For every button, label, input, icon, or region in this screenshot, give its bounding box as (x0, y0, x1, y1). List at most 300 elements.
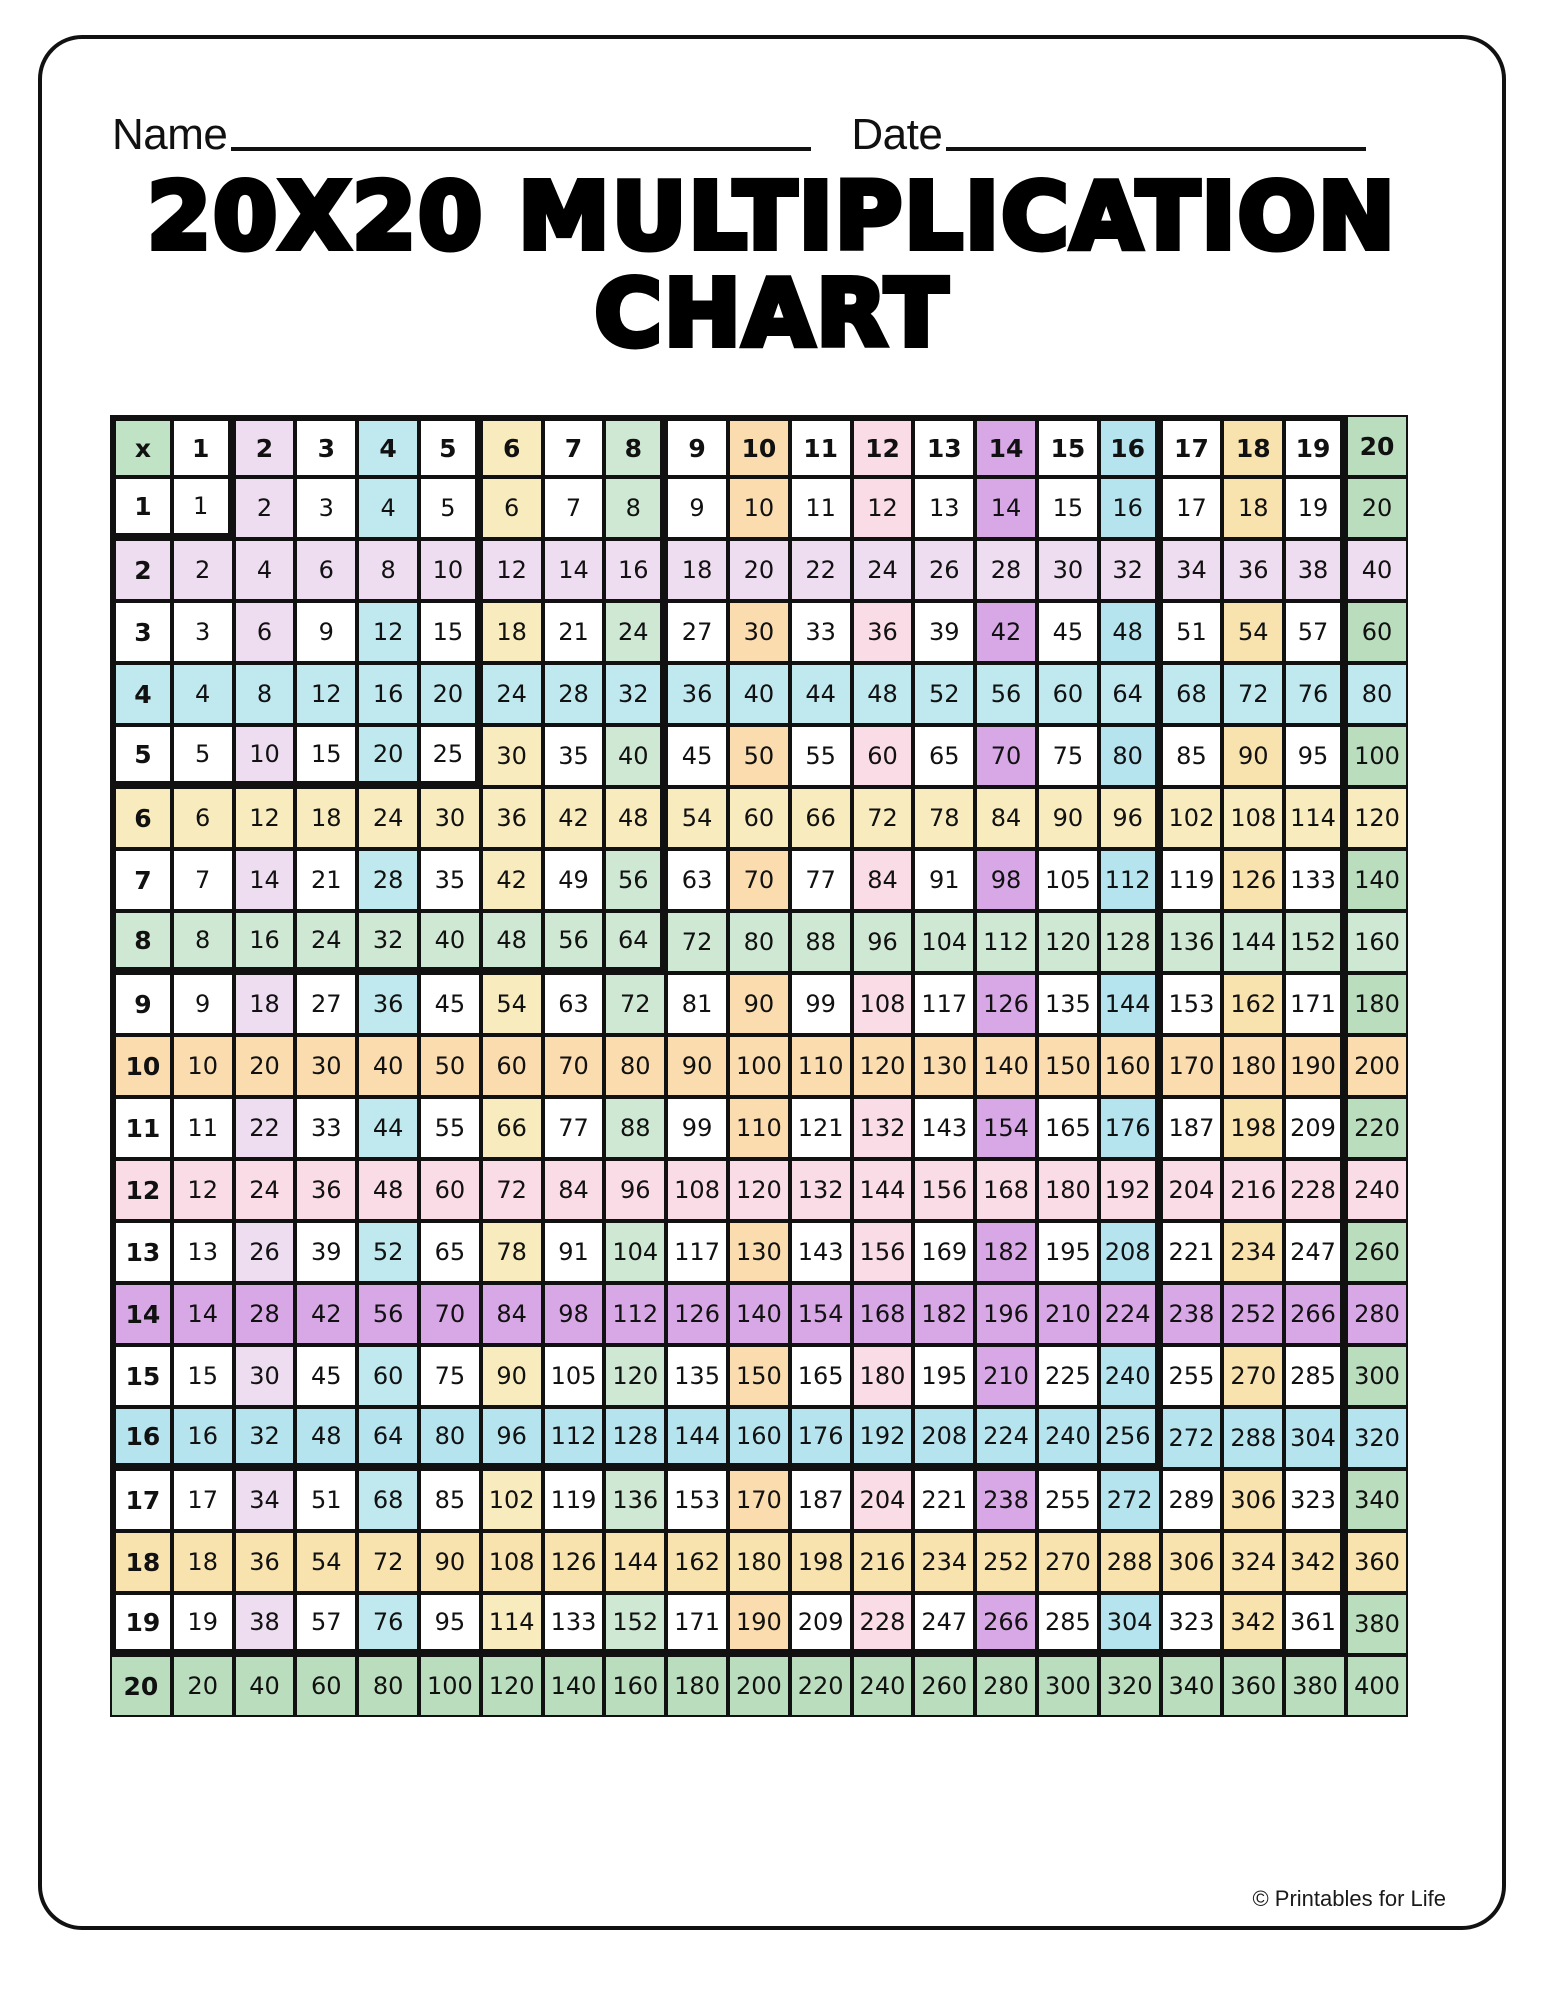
cell-1x11: 11 (790, 477, 852, 539)
cell-8x18: 144 (1222, 911, 1284, 973)
cell-6x15: 90 (1037, 787, 1099, 849)
cell-12x20: 240 (1346, 1159, 1408, 1221)
cell-5x20: 100 (1346, 725, 1408, 787)
cell-16x6: 96 (481, 1407, 543, 1469)
cell-8x3: 24 (295, 911, 357, 973)
row-header-20: 20 (110, 1655, 172, 1717)
cell-9x7: 63 (543, 973, 605, 1035)
cell-3x7: 21 (543, 601, 605, 663)
title-line-2: CHART (594, 259, 950, 367)
cell-20x16: 320 (1099, 1655, 1161, 1717)
cell-2x19: 38 (1284, 539, 1346, 601)
cell-9x13: 117 (913, 973, 975, 1035)
cell-13x9: 117 (666, 1221, 728, 1283)
cell-11x11: 121 (790, 1097, 852, 1159)
cell-13x13: 169 (913, 1221, 975, 1283)
cell-8x8: 64 (604, 911, 666, 973)
cell-14x17: 238 (1161, 1283, 1223, 1345)
cell-1x17: 17 (1161, 477, 1223, 539)
cell-16x15: 240 (1037, 1407, 1099, 1469)
cell-11x18: 198 (1222, 1097, 1284, 1159)
cell-3x9: 27 (666, 601, 728, 663)
cell-15x8: 120 (604, 1345, 666, 1407)
date-label: Date (851, 110, 943, 159)
cell-11x16: 176 (1099, 1097, 1161, 1159)
cell-10x3: 30 (295, 1035, 357, 1097)
cell-18x7: 126 (543, 1531, 605, 1593)
cell-17x4: 68 (357, 1469, 419, 1531)
cell-11x6: 66 (481, 1097, 543, 1159)
table-row (110, 1655, 1408, 1717)
cell-16x5: 80 (419, 1407, 481, 1469)
cell-17x19: 323 (1284, 1469, 1346, 1531)
cell-9x17: 153 (1161, 973, 1223, 1035)
cell-8x14: 112 (975, 911, 1037, 973)
cell-1x18: 18 (1222, 477, 1284, 539)
cell-5x15: 75 (1037, 725, 1099, 787)
cell-12x14: 168 (975, 1159, 1037, 1221)
cell-11x5: 55 (419, 1097, 481, 1159)
column-header-9: 9 (666, 415, 728, 477)
row-header-18: 18 (110, 1531, 172, 1593)
cell-7x15: 105 (1037, 849, 1099, 911)
cell-11x7: 77 (543, 1097, 605, 1159)
cell-20x9: 180 (666, 1655, 728, 1717)
cell-15x2: 30 (234, 1345, 296, 1407)
cell-16x7: 112 (543, 1407, 605, 1469)
cell-17x3: 51 (295, 1469, 357, 1531)
cell-17x2: 34 (234, 1469, 296, 1531)
cell-20x5: 100 (419, 1655, 481, 1717)
column-header-5: 5 (419, 415, 481, 477)
cell-10x14: 140 (975, 1035, 1037, 1097)
cell-10x7: 70 (543, 1035, 605, 1097)
cell-3x17: 51 (1161, 601, 1223, 663)
cell-19x20: 380 (1346, 1593, 1408, 1655)
cell-12x8: 96 (604, 1159, 666, 1221)
cell-3x16: 48 (1099, 601, 1161, 663)
cell-19x5: 95 (419, 1593, 481, 1655)
table-row (110, 973, 1408, 1035)
cell-6x17: 102 (1161, 787, 1223, 849)
cell-14x15: 210 (1037, 1283, 1099, 1345)
cell-14x6: 84 (481, 1283, 543, 1345)
cell-1x7: 7 (543, 477, 605, 539)
table-row (110, 787, 1408, 849)
cell-16x4: 64 (357, 1407, 419, 1469)
cell-18x19: 342 (1284, 1531, 1346, 1593)
cell-2x20: 40 (1346, 539, 1408, 601)
cell-17x9: 153 (666, 1469, 728, 1531)
table-row (110, 1097, 1408, 1159)
cell-3x5: 15 (419, 601, 481, 663)
cell-17x6: 102 (481, 1469, 543, 1531)
column-header-19: 19 (1284, 415, 1346, 477)
cell-9x11: 99 (790, 973, 852, 1035)
cell-6x14: 84 (975, 787, 1037, 849)
row-header-10: 10 (110, 1035, 172, 1097)
multiplication-table-wrap (110, 415, 1408, 1717)
cell-10x5: 50 (419, 1035, 481, 1097)
row-header-11: 11 (110, 1097, 172, 1159)
cell-13x20: 260 (1346, 1221, 1408, 1283)
cell-8x16: 128 (1099, 911, 1161, 973)
cell-12x1: 12 (172, 1159, 234, 1221)
cell-11x8: 88 (604, 1097, 666, 1159)
cell-16x17: 272 (1161, 1407, 1223, 1469)
cell-13x3: 39 (295, 1221, 357, 1283)
table-row (110, 663, 1408, 725)
cell-2x13: 26 (913, 539, 975, 601)
cell-8x4: 32 (357, 911, 419, 973)
cell-8x15: 120 (1037, 911, 1099, 973)
name-input-line[interactable] (231, 147, 811, 151)
cell-12x17: 204 (1161, 1159, 1223, 1221)
cell-19x11: 209 (790, 1593, 852, 1655)
cell-12x9: 108 (666, 1159, 728, 1221)
cell-1x4: 4 (357, 477, 419, 539)
cell-8x12: 96 (852, 911, 914, 973)
cell-15x1: 15 (172, 1345, 234, 1407)
cell-4x19: 76 (1284, 663, 1346, 725)
cell-10x20: 200 (1346, 1035, 1408, 1097)
cell-9x9: 81 (666, 973, 728, 1035)
column-header-10: 10 (728, 415, 790, 477)
cell-2x10: 20 (728, 539, 790, 601)
cell-8x13: 104 (913, 911, 975, 973)
cell-19x10: 190 (728, 1593, 790, 1655)
cell-13x5: 65 (419, 1221, 481, 1283)
cell-5x7: 35 (543, 725, 605, 787)
column-header-8: 8 (604, 415, 666, 477)
column-header-16: 16 (1099, 415, 1161, 477)
cell-20x17: 340 (1161, 1655, 1223, 1717)
cell-16x12: 192 (852, 1407, 914, 1469)
cell-3x8: 24 (604, 601, 666, 663)
column-header-14: 14 (975, 415, 1037, 477)
cell-13x10: 130 (728, 1221, 790, 1283)
cell-6x6: 36 (481, 787, 543, 849)
cell-16x2: 32 (234, 1407, 296, 1469)
cell-19x15: 285 (1037, 1593, 1099, 1655)
cell-18x8: 144 (604, 1531, 666, 1593)
cell-14x8: 112 (604, 1283, 666, 1345)
cell-10x17: 170 (1161, 1035, 1223, 1097)
cell-4x7: 28 (543, 663, 605, 725)
row-header-2: 2 (110, 539, 172, 601)
cell-11x12: 132 (852, 1097, 914, 1159)
cell-3x14: 42 (975, 601, 1037, 663)
cell-12x19: 228 (1284, 1159, 1346, 1221)
cell-15x4: 60 (357, 1345, 419, 1407)
cell-5x16: 80 (1099, 725, 1161, 787)
column-header-7: 7 (543, 415, 605, 477)
date-input-line[interactable] (946, 147, 1366, 151)
cell-1x6: 6 (481, 477, 543, 539)
cell-19x9: 171 (666, 1593, 728, 1655)
cell-5x6: 30 (481, 725, 543, 787)
cell-6x8: 48 (604, 787, 666, 849)
cell-11x15: 165 (1037, 1097, 1099, 1159)
cell-19x4: 76 (357, 1593, 419, 1655)
cell-7x18: 126 (1222, 849, 1284, 911)
cell-19x1: 19 (172, 1593, 234, 1655)
cell-6x3: 18 (295, 787, 357, 849)
cell-17x1: 17 (172, 1469, 234, 1531)
cell-16x1: 16 (172, 1407, 234, 1469)
cell-8x2: 16 (234, 911, 296, 973)
cell-7x3: 21 (295, 849, 357, 911)
cell-12x4: 48 (357, 1159, 419, 1221)
cell-7x6: 42 (481, 849, 543, 911)
cell-4x16: 64 (1099, 663, 1161, 725)
cell-1x19: 19 (1284, 477, 1346, 539)
cell-18x15: 270 (1037, 1531, 1099, 1593)
cell-19x2: 38 (234, 1593, 296, 1655)
cell-15x10: 150 (728, 1345, 790, 1407)
column-header-17: 17 (1161, 415, 1223, 477)
column-header-15: 15 (1037, 415, 1099, 477)
cell-2x7: 14 (543, 539, 605, 601)
table-row (110, 911, 1408, 973)
cell-8x20: 160 (1346, 911, 1408, 973)
cell-15x18: 270 (1222, 1345, 1284, 1407)
copyright-notice: © Printables for Life (1252, 1886, 1446, 1911)
cell-8x5: 40 (419, 911, 481, 973)
table-row (110, 539, 1408, 601)
cell-10x6: 60 (481, 1035, 543, 1097)
cell-6x9: 54 (666, 787, 728, 849)
cell-13x2: 26 (234, 1221, 296, 1283)
row-header-3: 3 (110, 601, 172, 663)
cell-13x12: 156 (852, 1221, 914, 1283)
column-header-4: 4 (357, 415, 419, 477)
cell-12x10: 120 (728, 1159, 790, 1221)
cell-6x2: 12 (234, 787, 296, 849)
cell-15x7: 105 (543, 1345, 605, 1407)
cell-6x18: 108 (1222, 787, 1284, 849)
cell-17x13: 221 (913, 1469, 975, 1531)
cell-9x19: 171 (1284, 973, 1346, 1035)
cell-4x2: 8 (234, 663, 296, 725)
cell-11x13: 143 (913, 1097, 975, 1159)
cell-4x20: 80 (1346, 663, 1408, 725)
cell-14x20: 280 (1346, 1283, 1408, 1345)
cell-19x16: 304 (1099, 1593, 1161, 1655)
cell-4x11: 44 (790, 663, 852, 725)
cell-4x17: 68 (1161, 663, 1223, 725)
cell-3x10: 30 (728, 601, 790, 663)
cell-1x10: 10 (728, 477, 790, 539)
cell-19x13: 247 (913, 1593, 975, 1655)
cell-14x1: 14 (172, 1283, 234, 1345)
column-header-13: 13 (913, 415, 975, 477)
cell-9x6: 54 (481, 973, 543, 1035)
cell-7x8: 56 (604, 849, 666, 911)
cell-3x3: 9 (295, 601, 357, 663)
cell-2x4: 8 (357, 539, 419, 601)
cell-18x11: 198 (790, 1531, 852, 1593)
cell-2x5: 10 (419, 539, 481, 601)
cell-18x20: 360 (1346, 1531, 1408, 1593)
cell-6x20: 120 (1346, 787, 1408, 849)
cell-20x3: 60 (295, 1655, 357, 1717)
cell-18x18: 324 (1222, 1531, 1284, 1593)
cell-14x11: 154 (790, 1283, 852, 1345)
cell-20x8: 160 (604, 1655, 666, 1717)
cell-15x15: 225 (1037, 1345, 1099, 1407)
cell-5x12: 60 (852, 725, 914, 787)
corner-cell: x (110, 415, 172, 477)
row-header-19: 19 (110, 1593, 172, 1655)
cell-17x17: 289 (1161, 1469, 1223, 1531)
cell-9x1: 9 (172, 973, 234, 1035)
cell-20x15: 300 (1037, 1655, 1099, 1717)
row-header-4: 4 (110, 663, 172, 725)
row-header-17: 17 (110, 1469, 172, 1531)
table-row (110, 1035, 1408, 1097)
table-row (110, 1159, 1408, 1221)
cell-17x18: 306 (1222, 1469, 1284, 1531)
cell-15x9: 135 (666, 1345, 728, 1407)
cell-5x14: 70 (975, 725, 1037, 787)
cell-2x11: 22 (790, 539, 852, 601)
cell-11x9: 99 (666, 1097, 728, 1159)
cell-10x16: 160 (1099, 1035, 1161, 1097)
cell-14x16: 224 (1099, 1283, 1161, 1345)
cell-18x16: 288 (1099, 1531, 1161, 1593)
row-header-15: 15 (110, 1345, 172, 1407)
cell-8x1: 8 (172, 911, 234, 973)
cell-20x6: 120 (481, 1655, 543, 1717)
column-header-18: 18 (1222, 415, 1284, 477)
cell-14x3: 42 (295, 1283, 357, 1345)
cell-2x6: 12 (481, 539, 543, 601)
cell-19x3: 57 (295, 1593, 357, 1655)
cell-7x10: 70 (728, 849, 790, 911)
cell-8x10: 80 (728, 911, 790, 973)
cell-14x5: 70 (419, 1283, 481, 1345)
cell-9x20: 180 (1346, 973, 1408, 1035)
cell-6x1: 6 (172, 787, 234, 849)
cell-6x19: 114 (1284, 787, 1346, 849)
cell-18x10: 180 (728, 1531, 790, 1593)
cell-1x5: 5 (419, 477, 481, 539)
cell-1x8: 8 (604, 477, 666, 539)
cell-7x4: 28 (357, 849, 419, 911)
cell-3x2: 6 (234, 601, 296, 663)
cell-4x12: 48 (852, 663, 914, 725)
cell-6x13: 78 (913, 787, 975, 849)
cell-5x4: 20 (357, 725, 419, 787)
cell-5x19: 95 (1284, 725, 1346, 787)
cell-3x15: 45 (1037, 601, 1099, 663)
cell-9x16: 144 (1099, 973, 1161, 1035)
cell-1x9: 9 (666, 477, 728, 539)
cell-3x11: 33 (790, 601, 852, 663)
cell-13x7: 91 (543, 1221, 605, 1283)
cell-3x20: 60 (1346, 601, 1408, 663)
cell-11x17: 187 (1161, 1097, 1223, 1159)
cell-16x3: 48 (295, 1407, 357, 1469)
table-header-row (110, 415, 1408, 477)
cell-18x6: 108 (481, 1531, 543, 1593)
cell-17x14: 238 (975, 1469, 1037, 1531)
cell-10x15: 150 (1037, 1035, 1099, 1097)
cell-4x9: 36 (666, 663, 728, 725)
cell-15x16: 240 (1099, 1345, 1161, 1407)
cell-1x2: 2 (234, 477, 296, 539)
cell-10x19: 190 (1284, 1035, 1346, 1097)
column-header-1: 1 (172, 415, 234, 477)
table-row (110, 725, 1408, 787)
cell-14x12: 168 (852, 1283, 914, 1345)
cell-15x17: 255 (1161, 1345, 1223, 1407)
cell-10x11: 110 (790, 1035, 852, 1097)
cell-14x13: 182 (913, 1283, 975, 1345)
cell-18x14: 252 (975, 1531, 1037, 1593)
cell-13x6: 78 (481, 1221, 543, 1283)
cell-20x19: 380 (1284, 1655, 1346, 1717)
cell-20x4: 80 (357, 1655, 419, 1717)
cell-12x15: 180 (1037, 1159, 1099, 1221)
page-title (42, 163, 1502, 367)
cell-5x17: 85 (1161, 725, 1223, 787)
cell-15x14: 210 (975, 1345, 1037, 1407)
cell-1x3: 3 (295, 477, 357, 539)
cell-10x9: 90 (666, 1035, 728, 1097)
cell-18x3: 54 (295, 1531, 357, 1593)
cell-13x11: 143 (790, 1221, 852, 1283)
cell-5x11: 55 (790, 725, 852, 787)
row-header-8: 8 (110, 911, 172, 973)
cell-10x13: 130 (913, 1035, 975, 1097)
cell-13x1: 13 (172, 1221, 234, 1283)
cell-13x18: 234 (1222, 1221, 1284, 1283)
cell-7x16: 112 (1099, 849, 1161, 911)
cell-16x16: 256 (1099, 1407, 1161, 1469)
cell-7x14: 98 (975, 849, 1037, 911)
cell-11x1: 11 (172, 1097, 234, 1159)
cell-13x19: 247 (1284, 1221, 1346, 1283)
cell-18x13: 234 (913, 1531, 975, 1593)
name-date-row (112, 77, 1432, 157)
column-header-12: 12 (852, 415, 914, 477)
cell-3x18: 54 (1222, 601, 1284, 663)
table-row (110, 1221, 1408, 1283)
cell-8x6: 48 (481, 911, 543, 973)
cell-19x14: 266 (975, 1593, 1037, 1655)
cell-4x3: 12 (295, 663, 357, 725)
column-header-2: 2 (234, 415, 296, 477)
cell-2x1: 2 (172, 539, 234, 601)
cell-2x3: 6 (295, 539, 357, 601)
cell-12x7: 84 (543, 1159, 605, 1221)
cell-12x6: 72 (481, 1159, 543, 1221)
cell-2x18: 36 (1222, 539, 1284, 601)
cell-12x11: 132 (790, 1159, 852, 1221)
cell-14x2: 28 (234, 1283, 296, 1345)
cell-4x1: 4 (172, 663, 234, 725)
cell-5x8: 40 (604, 725, 666, 787)
cell-2x15: 30 (1037, 539, 1099, 601)
cell-3x19: 57 (1284, 601, 1346, 663)
table-row (110, 1469, 1408, 1531)
row-header-6: 6 (110, 787, 172, 849)
cell-19x12: 228 (852, 1593, 914, 1655)
row-header-5: 5 (110, 725, 172, 787)
name-label: Name (112, 110, 228, 159)
